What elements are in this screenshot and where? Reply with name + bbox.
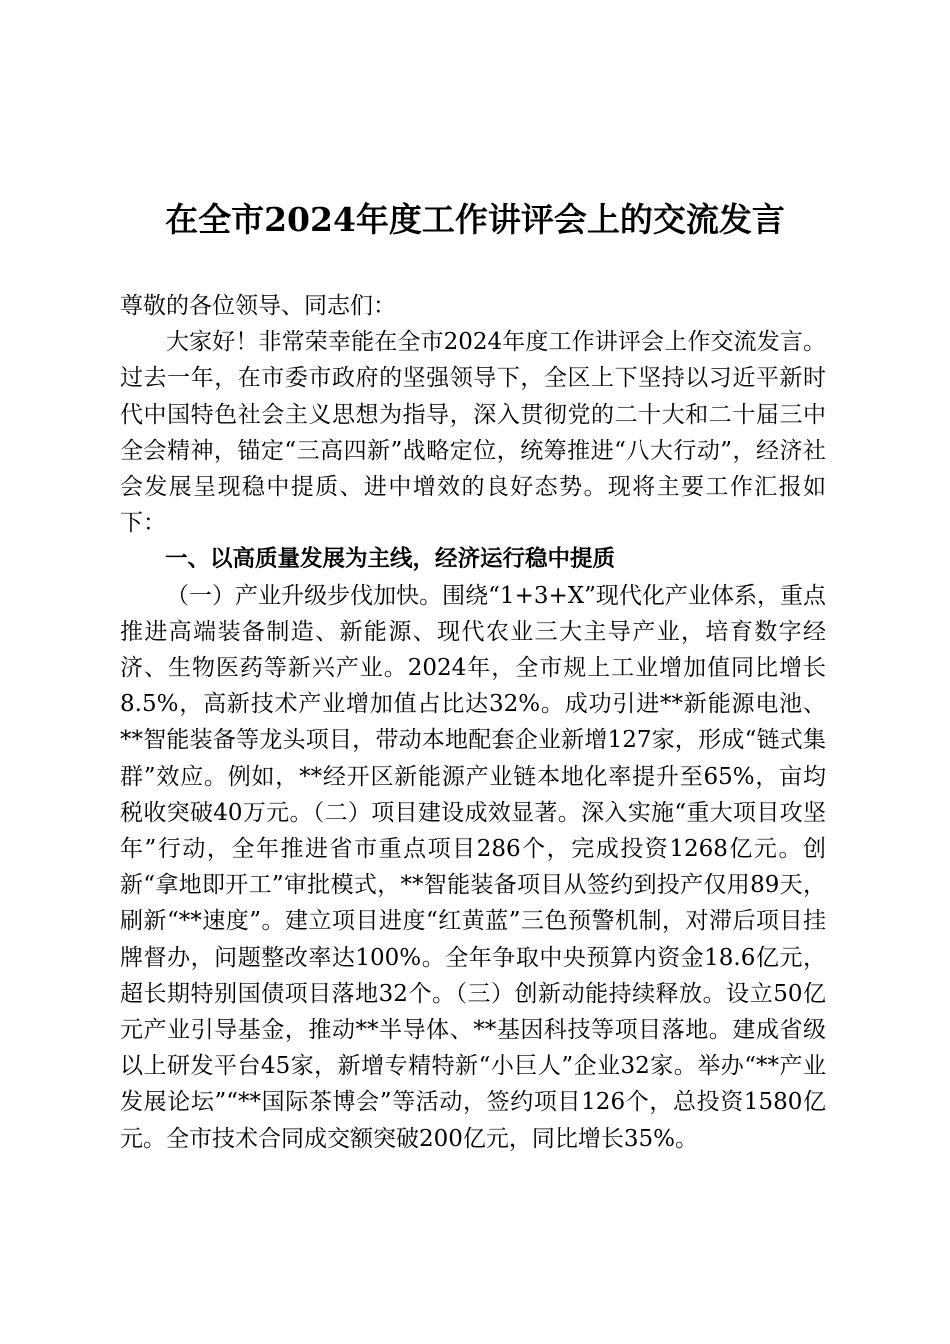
section-heading: 一、以高质量发展为主线，经济运行稳中提质	[165, 546, 616, 573]
document-title: 在全市2024年度工作讲评会上的交流发言	[165, 200, 785, 239]
intro-paragraph: 大家好！非常荣幸能在全市2024年度工作讲评会上作交流发言。过去一年，在市委市政府的坚强领导下，全区上下坚持以习近平新时代中国特色社会主义思想为指导，深入贯彻党的二十大和二十届三中全会精神，锚定“三高四新”战略定位，统筹推进“八大行动”，经济社会发展呈现稳中提质、进中增效的良好态势。现将主要工作汇报如下：	[120, 329, 826, 537]
salutation: 尊敬的各位领导、同志们：	[120, 293, 396, 319]
section-paragraph: （一）产业升级步伐加快。围绕“1+3+X”现代化产业体系，重点推进高端装备制造、新能源、现代农业三大主导产业，培育数字经济、生物医药等新兴产业。2024年，全市规上工业增加值同比增长8.5%，高新技术产业增加值占比达32%。成功引进**新能源电池、**智能装备等龙头项目，带动本地配套企业新增127家，形成“链式集群”效应。例如，**经开区新能源产业链本地化率提升至65%，亩均税收突破40万元。（二）项目建设成效显著。深入实施“重大项目攻坚年”行动，全年推进省市重点项目286个，完成投资1268亿元。创新“拿地即开工”审批模式，**智能装备项目从签约到投产仅用89天，刷新“**速度”。建立项目进度“红黄蓝”三色预警机制，对滞后项目挂牌督办，问题整改率达100%。全年争取中央预算内资金18.6亿元，超长期特别国债项目落地32个。（三）创新动能持续释放。设立50亿元产业引导基金，推动**半导体、**基因科技等项目落地。建成省级以上研发平台45家，新增专精特新“小巨人”企业32家。举办“**产业发展论坛”“**国际茶博会”等活动，签约项目126个，总投资1580亿元。全市技术合同成交额突破200亿元，同比增长35%。	[120, 582, 826, 1152]
document-body	[120, 288, 826, 1157]
